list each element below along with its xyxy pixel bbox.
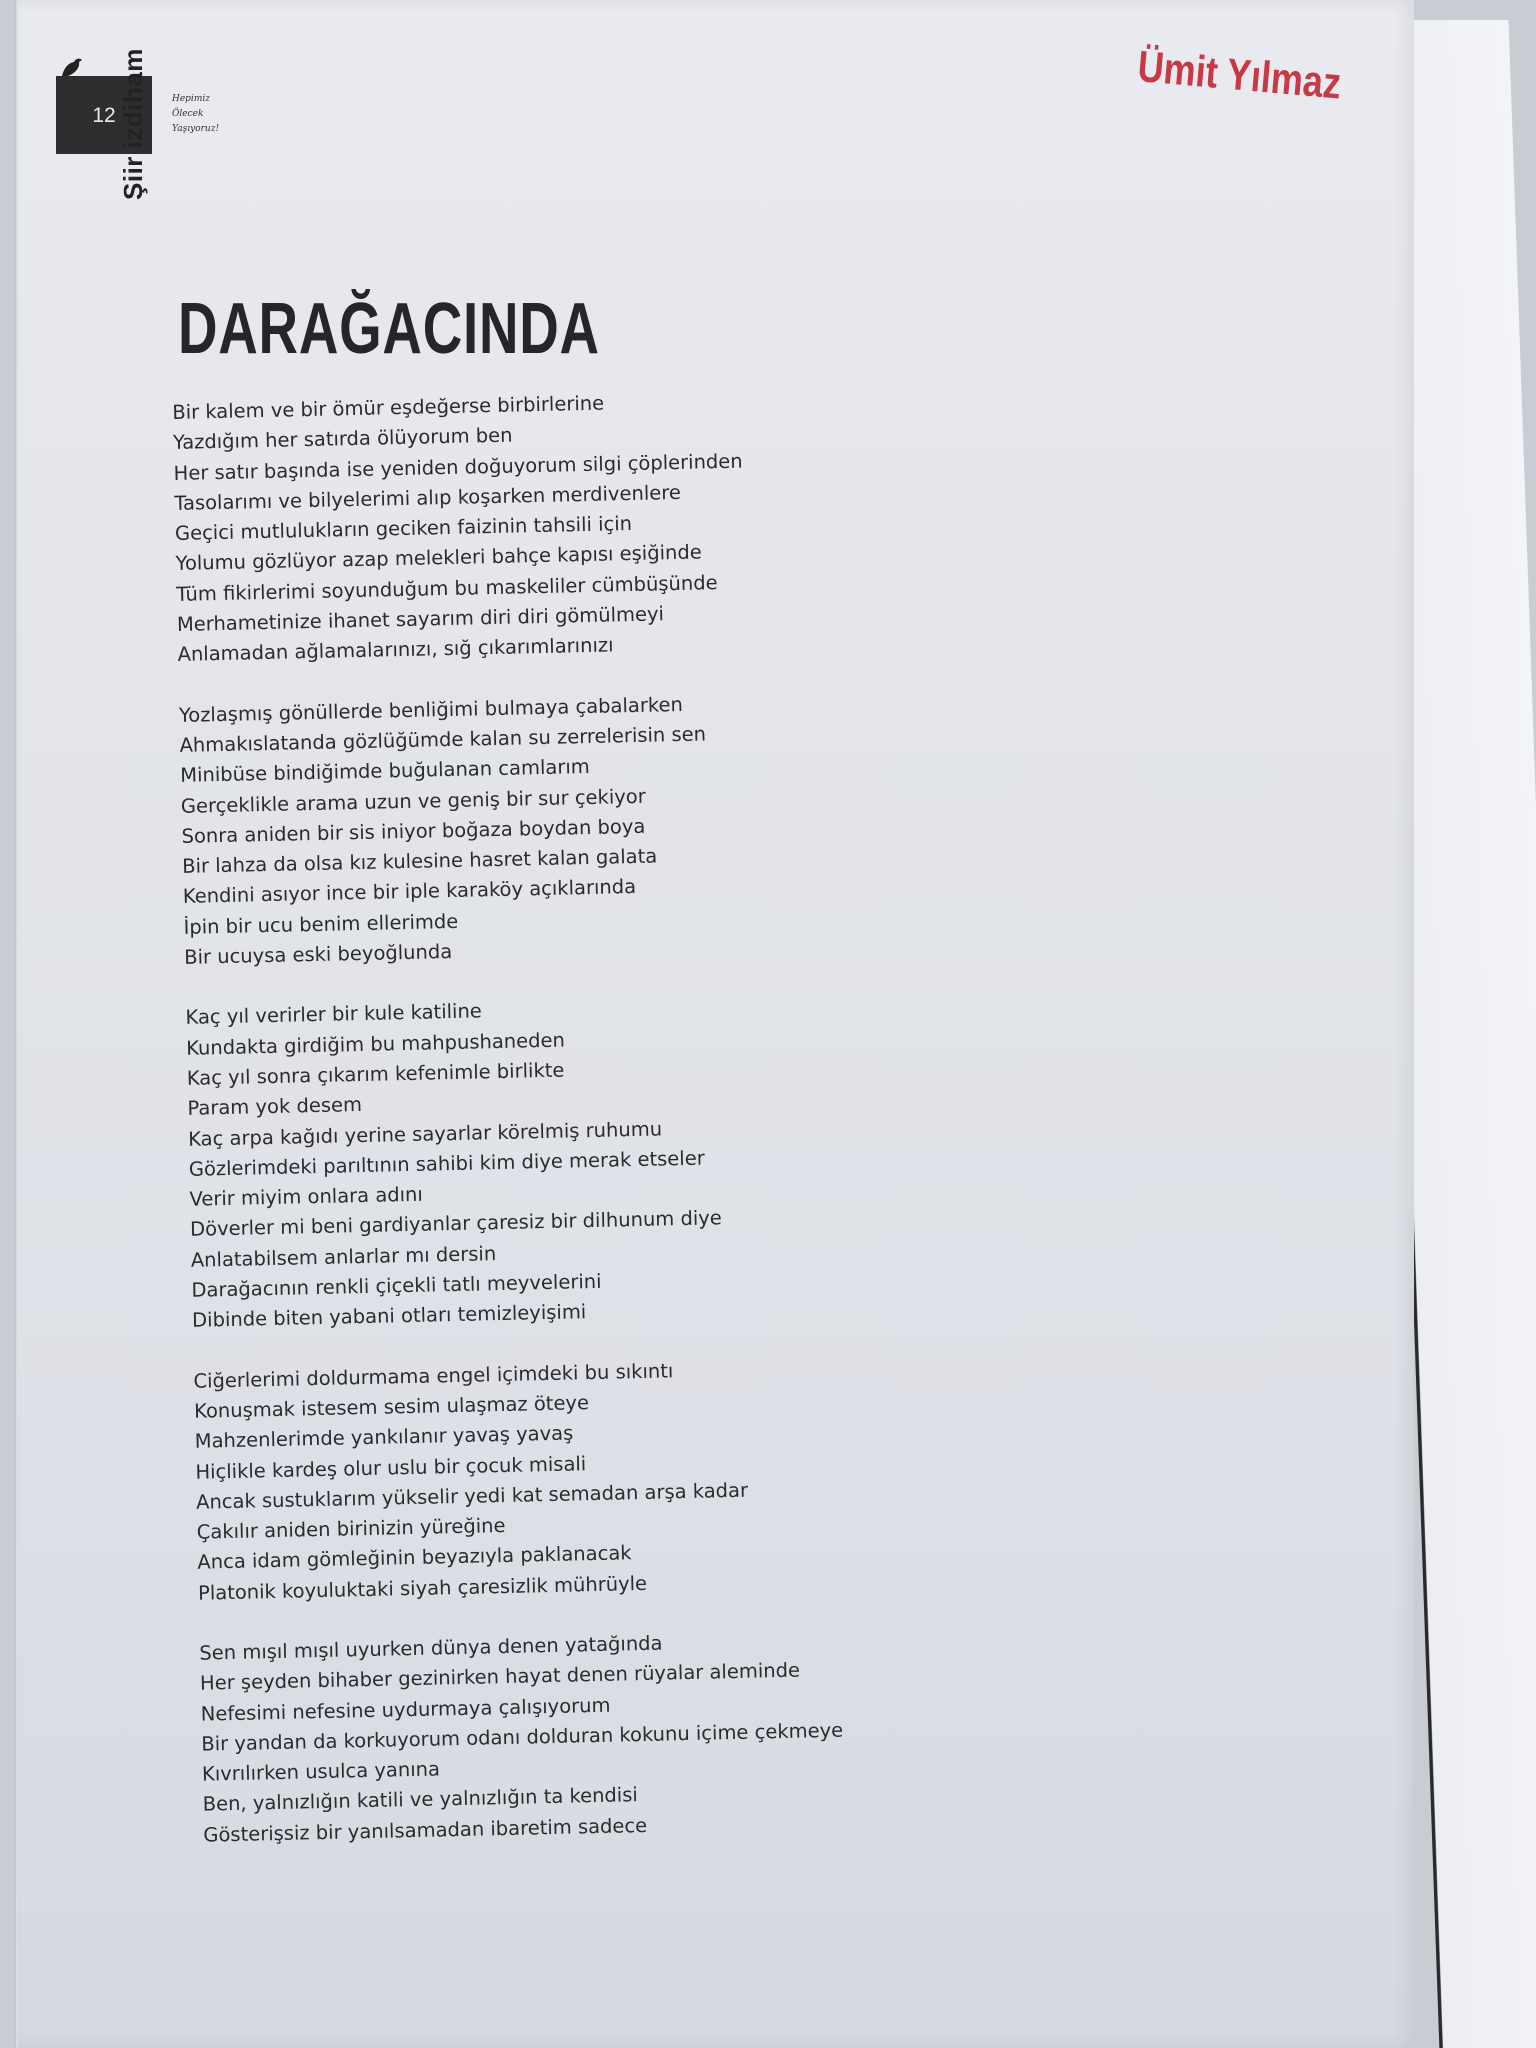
poem-line: Bir ucuysa eski beyoğlunda xyxy=(183,940,453,969)
poem-line: Bir lahza da olsa kız kulesine hasret kalan galata xyxy=(181,844,658,879)
poem-line: Tüm fikirlerimi soyunduğum bu maskeliler cümbüşünde xyxy=(176,570,718,606)
poem-line: Merhametinize ihanet sayarım diri diri gömülmeyi xyxy=(176,602,665,637)
magazine-name: Şiir izdiham xyxy=(118,48,148,200)
poem-stanza xyxy=(199,1621,1003,1850)
poem-line: Kaç arpa kağıdı yerine sayarlar körelmiş ruhumu xyxy=(187,1117,663,1151)
poem-line: Yazdığım her satırda ölüyorum ben xyxy=(172,423,513,455)
tagline-line: Yaşıyoruz! xyxy=(172,124,220,134)
poem-line: Kendini asıyor ince bir iple karaköy açıklarında xyxy=(182,875,637,909)
poem-line: Kaç yıl sonra çıkarım kefenimle birlikte xyxy=(186,1058,565,1090)
poem-line: Ben, yalnızlığın katili ve yalnızlığın ta kendisi xyxy=(202,1783,639,1817)
poem-line: Minibüse bindiğimde buğulanan camlarım xyxy=(179,755,591,788)
poem-line: Ciğerlerimi doldurmama engel içimdeki bu sıkıntı xyxy=(193,1358,674,1393)
poem-line: Tasolarımı ve bilyelerimi alıp koşarken merdivenlere xyxy=(174,480,682,515)
poem-line: Döverler mi beni gardiyanlar çaresiz bir dilhunum diye xyxy=(189,1206,723,1242)
poem-line: Platonik koyuluktaki siyah çaresizlik mührüyle xyxy=(197,1571,648,1605)
poem-stanza xyxy=(172,381,978,671)
tagline-line: Hepimiz xyxy=(172,94,210,104)
poem-line: İpin bir ucu benim ellerimde xyxy=(183,909,459,939)
poem-line: Gerçeklikle arama uzun ve geniş bir sur çekiyor xyxy=(180,784,646,818)
poem-line: Geçici mutlulukların geciken faizinin tahsili için xyxy=(174,512,633,546)
poem-line: Kaç yıl verirler bir kule katiline xyxy=(185,999,483,1030)
poem-stanza xyxy=(185,986,992,1337)
poem-line: Dibinde biten yabani otları temizleyişimi xyxy=(191,1300,587,1333)
magazine-tagline xyxy=(172,92,219,137)
poem-line: Her şeyden bihaber gezinirken hayat denen rüyalar aleminde xyxy=(199,1658,801,1695)
poem-line: Her satır başında ise yeniden doğuyorum silgi çöplerinden xyxy=(173,449,743,485)
poem-line: Verir miyim onlara adını xyxy=(189,1182,424,1211)
poem-line: Kıvrılırken usulca yanına xyxy=(201,1757,441,1786)
poem-line: Sen mışıl mışıl uyurken dünya denen yatağında xyxy=(199,1631,663,1665)
poem-line: Yolumu gözlüyor azap melekleri bahçe kapısı eşiğinde xyxy=(175,540,702,576)
poem-line: Ahmakıslatanda gözlüğümde kalan su zerrelerisin sen xyxy=(179,722,707,757)
poem-line: Hiçlikle kardeş olur uslu bir çocuk misali xyxy=(195,1451,587,1484)
poem-line: Bir yandan da korkuyorum odanı dolduran kokunu içime çekmeye xyxy=(201,1718,844,1756)
poem-line: Yozlaşmış gönüllerde benliğimi bulmaya çabalarken xyxy=(178,692,684,727)
poem-line: Anlatabilsem anlarlar mı dersin xyxy=(190,1241,497,1272)
poem-body xyxy=(172,381,1004,1881)
poem-stanza xyxy=(179,683,985,973)
poem-title: DARAĞACINDA xyxy=(178,289,600,369)
poem-line: Bir kalem ve bir ömür eşdeğerse birbirlerine xyxy=(172,391,605,424)
poem-line: Çakılır aniden birinizin yüreğine xyxy=(196,1514,506,1544)
poem-line: Anca idam gömleğinin beyazıyla paklanacak xyxy=(197,1541,632,1575)
poem-stanza xyxy=(193,1349,998,1609)
poem-line: Anlamadan ağlamalarınızı, sığ çıkarımlarınızı xyxy=(177,633,614,667)
page-number: 12 xyxy=(92,104,116,127)
poem-line: Param yok desem xyxy=(187,1093,363,1121)
poem-line: Ancak sustuklarım yükselir yedi kat semadan arşa kadar xyxy=(195,1478,749,1514)
poem-line: Gösterişsiz bir yanılsamadan ibaretim sadece xyxy=(203,1813,648,1847)
poem-line: Mahzenlerimde yankılanır yavaş yavaş xyxy=(194,1421,574,1453)
poem-line: Nefesimi nefesine uydurmaya çalışıyorum xyxy=(200,1693,611,1726)
poem-line: Kundakta girdiğim bu mahpushaneden xyxy=(185,1028,566,1060)
poem-line: Darağacının renkli çiçekli tatlı meyvelerini xyxy=(191,1269,602,1302)
tagline-line: Ölecek xyxy=(172,109,204,119)
poem-line: Gözlerimdeki parıltının sahibi kim diye merak etseler xyxy=(188,1146,705,1181)
poem-line: Sonra aniden bir sis iniyor boğaza boydan boya xyxy=(181,814,646,848)
author-name: Ümit Yılmaz xyxy=(1135,42,1344,109)
poem-line: Konuşmak istesem sesim ulaşmaz öteye xyxy=(193,1391,590,1423)
page-edge xyxy=(14,0,18,2048)
